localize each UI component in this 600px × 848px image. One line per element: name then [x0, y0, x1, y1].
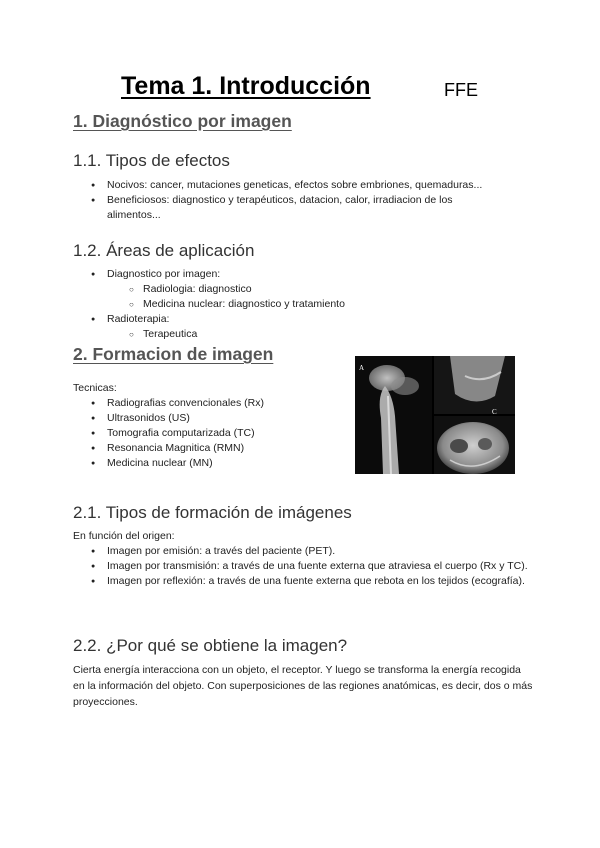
- page-title: Tema 1. Introducción: [121, 72, 371, 100]
- list-item: ● Imagen por transmisión: a través de una fuente externa que atraviesa el cuerpo (Rx y TC).: [73, 559, 528, 574]
- list-item: ● Ultrasonidos (US): [73, 411, 343, 426]
- image-label-a: A: [359, 364, 365, 372]
- xray-image: [355, 356, 515, 474]
- list-item: ● Imagen por emisión: a través del paciente (PET).: [73, 544, 528, 559]
- section-2-heading: 2. Formacion de imagen: [73, 344, 274, 364]
- image-label-c: C: [492, 408, 497, 416]
- list-item: ● Imagen por reflexión: a través de una fuente externa que rebota en los tejidos (ecografía).: [73, 574, 528, 589]
- techniques-intro: Tecnicas:: [73, 382, 117, 394]
- origin-intro: En función del origen:: [73, 530, 175, 542]
- sub-list-item: ○ Medicina nuclear: diagnostico y tratamiento: [73, 297, 503, 312]
- list-item: ● Medicina nuclear (MN): [73, 456, 343, 471]
- section-1-heading: 1. Diagnóstico por imagen: [73, 111, 292, 131]
- image-formation-list: [73, 544, 528, 589]
- list-item: ● Beneficiosos: diagnostico y terapéuticos, datacion, calor, irradiacion de los alimentos...: [73, 193, 483, 223]
- list-item: ● Resonancia Magnitica (RMN): [73, 441, 343, 456]
- techniques-list: [73, 396, 343, 471]
- subject-tag: FFE: [444, 80, 478, 100]
- section-2-2-heading: 2.2. ¿Por qué se obtiene la imagen?: [73, 636, 348, 655]
- sub-list-item: ○ Radiologia: diagnostico: [73, 282, 503, 297]
- section-1-2-heading: 1.2. Áreas de aplicación: [73, 241, 255, 260]
- application-areas-list: [73, 267, 503, 342]
- section-2-2-paragraph: Cierta energía interacciona con un objeto, el receptor. Y luego se transforma la energía recogida en la información del objeto. Con superposiciones de las regiones anatómicas, es decir, dos o más proyecciones.: [73, 664, 533, 708]
- effects-list: [73, 178, 483, 223]
- section-1-1-heading: 1.1. Tipos de efectos: [73, 151, 230, 170]
- list-item: ● Diagnostico por imagen:: [73, 267, 503, 282]
- sub-list-item: ○ Terapeutica: [73, 327, 503, 342]
- list-item: ● Radioterapia:: [73, 312, 503, 327]
- list-item: ● Tomografia computarizada (TC): [73, 426, 343, 441]
- list-item: ● Nocivos: cancer, mutaciones geneticas, efectos sobre embriones, quemaduras...: [73, 178, 483, 193]
- list-item: ● Radiografias convencionales (Rx): [73, 396, 343, 411]
- section-2-1-heading: 2.1. Tipos de formación de imágenes: [73, 503, 352, 522]
